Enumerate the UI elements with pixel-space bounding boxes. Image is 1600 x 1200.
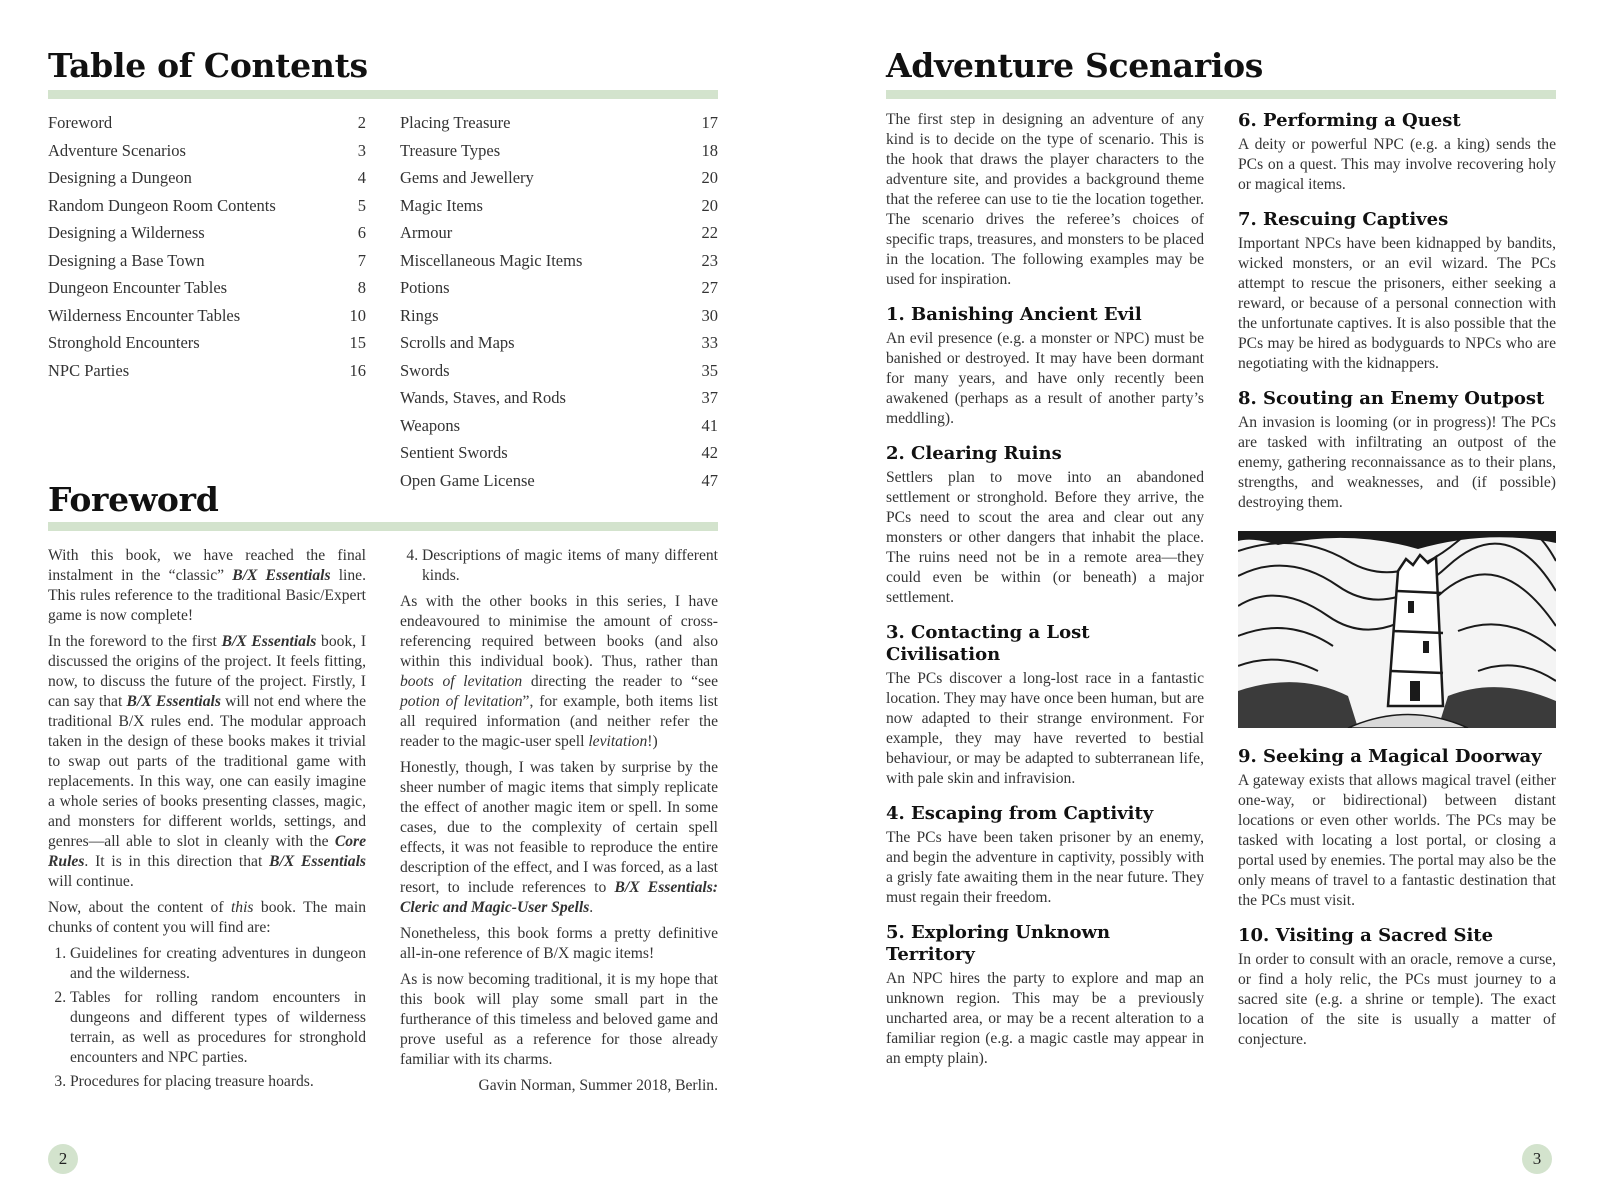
foreword-paragraph-2: In the foreword to the first B/X Essentials book, I discussed the origins of the project. It feels fitting, now, to discuss the future of the project. Firstly, I can say that B/X Essentials will not end where the traditional B/X rules end. The modular approach taken in the design of these books makes it trivial to swap out parts of the traditional game with replacements. In this way, one can easily imagine a whole series of books presenting classes, magic, and monsters for different worlds, settings, and genres—all able to slot in cleanly with the Core Rules. It is in this direction that B/X Essentials will continue.: [48, 633, 367, 890]
toc-entry: [400, 332, 718, 360]
toc-entry-label: Designing a Wilderness: [48, 223, 205, 242]
scenario-text: The PCs discover a long-lost race in a fantastic location. They may have once been human, but are now adapted to their strange environment. For example, they may have reverted to bestial behaviour, or may be adapted to subterranean life, with pale skin and infravision.: [886, 670, 1204, 787]
scenario-text: A deity or powerful NPC (e.g. a king) sends the PCs on a quest. This may involve recovering holy or magical items.: [1238, 136, 1556, 193]
toc-entry: [48, 277, 366, 305]
foreword-column-1: [48, 546, 366, 1098]
toc-entry: [400, 112, 718, 140]
toc-entry-label: Weapons: [400, 415, 461, 435]
toc-entry-label: Potions: [400, 278, 450, 297]
toc-entry-label: Armour: [400, 223, 453, 242]
toc-entry: [400, 195, 718, 223]
toc-entry: [48, 140, 366, 168]
toc-entry: [400, 277, 718, 305]
toc-entry-page: 7: [357, 250, 366, 270]
scenario-text: A gateway exists that allows magical travel (either one-way, or bidirectional) between distant locations or even other worlds. The PCs may be tasked with locating a lost portal, or closing a portal used by enemies. The portal may also be the only means of travel to a fantastic destination that the PCs must visit.: [1238, 772, 1556, 909]
foreword-column-2: [400, 546, 718, 1102]
toc-entry-page: 41: [701, 415, 718, 435]
toc-entry-label: Foreword: [48, 113, 113, 132]
list-item: 3. Procedures for placing treasure hoards.: [70, 1072, 366, 1092]
scenarios-column-1: [886, 110, 1204, 1075]
list-item: 1. Guidelines for creating adventures in dungeon and the wilderness.: [70, 944, 366, 984]
foreword-paragraph-7: As is now becoming traditional, it is my hope that this book will play some small part in the furtherance of this timeless and beloved game and prove useful as a reference for those already familiar with its charms.: [400, 971, 718, 1068]
scenario-text: An evil presence (e.g. a monster or NPC) must be banished or destroyed. It may have been dormant for many years, and have only recently been awakened (perhaps as a result of another party’s meddling).: [886, 330, 1204, 427]
toc-entry: [400, 442, 718, 470]
toc-entry: [48, 360, 366, 388]
page-number-left: 2: [48, 1144, 78, 1174]
toc-entry-label: Miscellaneous Magic Items: [400, 250, 583, 270]
toc-entry-label: Rings: [400, 305, 439, 325]
page-number-right: 3: [1522, 1144, 1552, 1174]
toc-entry-page: 3: [357, 140, 366, 160]
toc-column-1: [48, 112, 366, 387]
toc-title: Table of Contents: [48, 46, 368, 85]
foreword-title-underline: [48, 522, 718, 531]
toc-entry: [48, 305, 366, 333]
toc-entry-label: Treasure Types: [400, 140, 501, 160]
toc-entry-page: 2: [357, 113, 366, 132]
toc-entry: [48, 222, 366, 250]
foreword-paragraph-6: Nonetheless, this book forms a pretty definitive all-in-one reference of B/X magic items!: [400, 925, 718, 962]
foreword-paragraph-1: With this book, we have reached the final instalment in the “classic” B/X Essentials line. This rules reference to the traditional Basic/Expert game is now complete!: [48, 547, 366, 624]
scenario-heading: 2. Clearing Ruins: [886, 443, 1062, 464]
scenario-text: Important NPCs have been kidnapped by bandits, wicked monsters, or an evil wizard. The PCs attempt to rescue the prisoners, either seeking a reward, or because of a personal connection with the unfortunate captives. It is also possible that the PCs may be hired as bodyguards to NPCs who are negotiating with the kidnappers.: [1238, 235, 1556, 372]
toc-entry-page: 10: [349, 305, 366, 325]
toc-entry: [48, 167, 366, 195]
toc-entry-page: 30: [701, 305, 718, 325]
toc-entry-page: 5: [357, 195, 366, 215]
toc-entry-page: 6: [357, 223, 366, 242]
list-item: 2. Tables for rolling random encounters in dungeons and different types of wilderness terrain, as well as procedures for stronghold encounters and NPC parties.: [70, 988, 366, 1068]
toc-entry-label: Designing a Dungeon: [48, 168, 192, 187]
scenario-text: In order to consult with an oracle, remove a curse, or find a holy relic, the PCs must journey to a sacred site (e.g. a shrine or temple). The exact location of the site is usually a matter of conjecture.: [1238, 951, 1556, 1048]
toc-entry-label: Placing Treasure: [400, 113, 511, 132]
toc-entry-label: Adventure Scenarios: [48, 140, 186, 160]
toc-column-2: [400, 112, 718, 497]
toc-entry-label: Scrolls and Maps: [400, 333, 515, 352]
toc-entry: [400, 140, 718, 168]
toc-entry: [400, 387, 718, 415]
list-item: 4. Descriptions of magic items of many different kinds.: [422, 546, 718, 586]
scenario-heading: 9. Seeking a Magical Doorway: [1238, 746, 1542, 767]
scenario-heading: 7. Rescuing Captives: [1238, 209, 1449, 230]
foreword-paragraph-3: Now, about the content of this book. The main chunks of content you will find are:: [48, 899, 366, 936]
scenario-text: An invasion is looming (or in progress)! The PCs are tasked with infiltrating an outpost of the enemy, gathering reconnaissance as to their plans, strengths, and weaknesses, and (if possible) destroying them.: [1238, 414, 1556, 511]
foreword-title: Foreword: [48, 480, 219, 519]
scenario-heading: 1. Banishing Ancient Evil: [886, 304, 1142, 325]
toc-entry-label: Stronghold Encounters: [48, 333, 200, 352]
scenario-text: Settlers plan to move into an abandoned settlement or stronghold. Before they arrive, the PCs need to scout the area and clear out any monsters or other dangers that inhabit the place. The ruins need not be in a remote area—they could even be within (or beneath) a major settlement.: [886, 469, 1204, 606]
toc-entry: [400, 222, 718, 250]
scenario-heading: 6. Performing a Quest: [1238, 110, 1461, 131]
toc-entry-page: 20: [701, 195, 718, 215]
toc-entry-page: 17: [701, 113, 718, 132]
toc-entry-page: 47: [701, 470, 718, 490]
toc-entry-page: 4: [357, 168, 366, 187]
toc-entry-label: Swords: [400, 360, 450, 380]
toc-entry-label: Random Dungeon Room Contents: [48, 195, 276, 215]
scenario-heading: 4. Escaping from Captivity: [886, 803, 1154, 824]
toc-entry-label: Sentient Swords: [400, 443, 508, 462]
toc-entry-label: Magic Items: [400, 195, 483, 215]
toc-entry: [48, 250, 366, 278]
toc-entry: [400, 305, 718, 333]
scenarios-title-underline: [886, 90, 1556, 99]
toc-entry-page: 8: [357, 278, 366, 297]
toc-entry-label: Designing a Base Town: [48, 250, 205, 270]
toc-entry: [400, 250, 718, 278]
toc-entry-page: 16: [349, 360, 366, 380]
toc-entry-label: Wands, Staves, and Rods: [400, 388, 566, 407]
toc-entry-page: 42: [701, 443, 718, 462]
toc-entry-page: 37: [701, 388, 718, 407]
scenario-text: An NPC hires the party to explore and map an unknown region. This may be a previously uncharted area, or may be a recent alteration to a familiar region (e.g. a magic castle may appear in an empty plain).: [886, 970, 1204, 1067]
scenario-heading: 10. Visiting a Sacred Site: [1238, 925, 1494, 946]
toc-entry-page: 35: [701, 360, 718, 380]
foreword-content-list-continued: [400, 546, 718, 586]
foreword-paragraph-5: Honestly, though, I was taken by surprise by the sheer number of magic items that simply replicate the effect of another magic item or spell. In some cases, due to the complexity of certain spell effects, it was not feasible to reproduce the entire description of the effect, and I was forced, as a last resort, to include references to B/X Essentials: Cleric and Magic-User Spells.: [400, 759, 718, 916]
foreword-signature: Gavin Norman, Summer 2018, Berlin.: [478, 1077, 718, 1094]
toc-entry: [400, 415, 718, 443]
toc-title-underline: [48, 90, 718, 99]
toc-entry-page: 18: [701, 140, 718, 160]
toc-entry-label: Open Game License: [400, 470, 535, 490]
toc-entry: [400, 360, 718, 388]
toc-entry: [48, 195, 366, 223]
scenario-heading: 5. Exploring Unknown Territory: [886, 922, 1111, 965]
scenarios-intro: The first step in designing an adventure of any kind is to decide on the type of scenario. This is the hook that draws the player characters to the adventure site, and provides a background theme that the referee can use to tie the location together. The scenario drives the referee’s choices of specific traps, treasures, and monsters to be placed in the location. The following examples may be used for inspiration.: [886, 111, 1204, 288]
foreword-paragraph-4: As with the other books in this series, I have endeavoured to minimise the amount of cross-referencing required between books (and also within this individual book). Thus, rather than boots of levitation directing the reader to “see potion of levitation”, for example, both items list all required information (and neither refer the reader to the magic-user spell levitation!): [400, 593, 718, 750]
scenarios-column-2: [1238, 110, 1556, 1056]
toc-entry-page: 20: [701, 168, 718, 187]
scenario-heading: 3. Contacting a Lost Civilisation: [886, 622, 1090, 665]
scenario-text: The PCs have been taken prisoner by an enemy, and begin the adventure in captivity, possibly with a grisly fate awaiting them in the near future. They must regain their freedom.: [886, 829, 1204, 906]
scenarios-title: Adventure Scenarios: [886, 46, 1264, 85]
toc-entry-label: Gems and Jewellery: [400, 168, 534, 187]
toc-entry: [400, 167, 718, 195]
toc-entry-page: 22: [701, 223, 718, 242]
toc-entry-page: 33: [701, 333, 718, 352]
toc-entry-label: NPC Parties: [48, 360, 130, 380]
ruined-tower-illustration: [1238, 531, 1556, 728]
toc-entry-page: 15: [349, 333, 366, 352]
toc-entry-page: 23: [701, 250, 718, 270]
toc-entry-label: Wilderness Encounter Tables: [48, 305, 241, 325]
toc-entry-page: 27: [701, 278, 718, 297]
toc-entry: [48, 332, 366, 360]
foreword-content-list: [48, 944, 366, 1092]
scenario-heading: 8. Scouting an Enemy Outpost: [1238, 388, 1545, 409]
toc-entry-label: Dungeon Encounter Tables: [48, 278, 228, 297]
toc-entry: [400, 470, 718, 498]
toc-entry: [48, 112, 366, 140]
